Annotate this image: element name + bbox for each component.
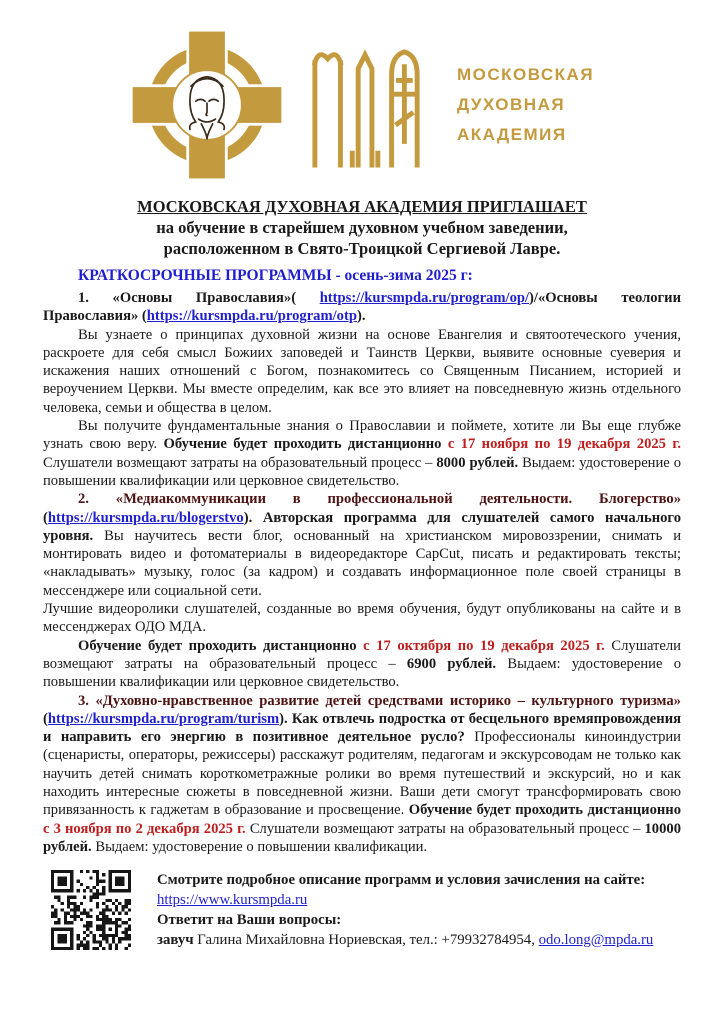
brand-line-1: МОСКОВСКАЯ [457,65,595,84]
text-run: Профессионалы киноиндустрии (сценаристы, операторы, режиссеры) расскажут родителям, педагогам и экскурсоводам не только как научить детей снимать короткометражные ролики во время путешествий и экскурсий, но и как находить интересные сюжеты в повседневной жизни. Ваши дети смогут трансформировать свою привязанность к гаджетам в образование и просвещение. [43,729,685,819]
text-run: Обучение будет проходить дистанционно [163,436,448,453]
brand-line-2: ДУХОВНАЯ [457,95,566,114]
footer-site-note: Смотрите подробное описание программ и условия зачисления на сайте: [157,872,646,889]
text-run: с 17 ноября по 19 декабря 2025 г. [447,436,685,453]
title-subtitle-1: на обучение в старейшем духовном учебном заведении, [156,218,568,237]
text-run: )/«Основы теологии Православия» ( [43,290,685,325]
text-run: Выдаем: удостоверение о повышении квалификации или церковное свидетельство. [43,454,685,489]
paragraph-program-2-note [43,600,685,637]
text-run: 2. «Медиакоммуникации в профессиональной деятельности. Блогерство» [78,491,685,508]
text-run: с 3 ноября по 2 декабря 2025 г. [43,820,250,837]
paragraph-program-3 [43,692,685,857]
text-run: ( [43,710,48,727]
hyperlink[interactable]: https://kursmpda.ru/program/turism [47,710,280,727]
site-link[interactable]: https://www.kursmpda.ru [157,892,308,909]
text-run: Слушатели возмещают затраты на образовательный процесс – [43,454,437,471]
title-subtitle-2: расположенном в Свято-Троицкой Сергиевой Лавре. [163,239,561,258]
body-text [43,289,685,856]
hyperlink[interactable]: https://kursmpda.ru/program/otp [146,308,357,325]
brand-wordmark [457,60,594,150]
text-run: Лучшие видеоролики слушателей, созданные во время обучения, будут опубликованы на сайте и в мессенджерах ОДО МДА. [43,601,685,636]
text-run: 3. «Духовно-нравственное развитие детей средствами историко – культурного туризма» [78,692,685,709]
footer [43,870,681,950]
footer-questions-note: Ответит на Ваши вопросы: [157,912,342,929]
paragraph-program-2 [43,490,685,600]
text-run: ( [43,509,48,526]
text-run: ). [356,308,366,325]
hyperlink[interactable]: https://kursmpda.ru/blogerstvo [47,509,244,526]
hyperlink[interactable]: https://kursmpda.ru/program/op/ [319,290,530,306]
text-run: ). Авторская программа для слушателей самого начального уровня. [43,509,685,544]
text-run: 6900 рублей. [406,655,508,672]
text-run: Вы узнаете о принципах духовной жизни на основе Евангелия и святоотеческого учения, раскроете для себя смысл Божиих заповедей и Таинств Церкви, выявите основные суеверия и искажения наших отношений с Богом, познакомитесь со Священным Писанием, историей и вероучением Церкви. Мы вместе определим, как все это влияет на повседневную жизнь отдельного человека, семьи и общества в целом. [43,326,685,416]
header-brand [127,26,681,184]
text-run: 1. «Основы Православия»( [78,290,320,306]
title-block [43,196,681,259]
text-run: 8000 рублей. [436,454,523,471]
paragraph-program-1-title [43,289,685,326]
mda-monogram-icon [309,41,427,169]
text-run: Обучение будет проходить дистанционно [408,802,685,819]
paragraph-program-2-details [43,637,685,692]
text-run: Галина Михайловна Нориевская, тел.: +79932784954, [197,932,539,949]
text-run: ). Как отвлечь подростка от бесцельного времяпровождения и направить его энергию в позитивное деятельное русло? [43,710,685,746]
text-run: с 17 октября по 19 декабря 2025 г. [363,637,612,654]
text-run: Выдаем: удостоверение о повышении квалификации. [95,838,428,855]
text-run: Вы научитесь вести блог, основанный на христианском мировоззрении, снимать и монтировать видео и фотоматериалы в видеоредакторе CapCut, писать и редактировать тексты; «накладывать» музыку, голос (за кадром) и создавать информационное поле своей страницы в мессенджере или социальной сети. [43,527,685,599]
text-run: Обучение будет проходить дистанционно [78,637,364,654]
text-run: Слушатели возмещают затраты на образовательный процесс – [43,637,685,672]
brand-line-3: АКАДЕМИЯ [457,125,567,144]
mda-cross-icon [127,26,287,184]
section-heading-short-programs: КРАТКОСРОЧНЫЕ ПРОГРАММЫ - осень-зима 2025 г: [78,267,473,284]
text-run: Выдаем: удостоверение о повышении квалификации или церковное свидетельство. [43,655,685,691]
text-run: 10000 рублей. [43,820,685,855]
hyperlink[interactable]: odo.long@mpda.ru [538,932,654,949]
footer-contact-line [157,930,653,950]
text-run: Слушатели возмещают затраты на образовательный процесс – [249,820,645,837]
contact-block [157,870,653,950]
paragraph-program-1-details [43,417,685,490]
document-title: МОСКОВСКАЯ ДУХОВНАЯ АКАДЕМИЯ ПРИГЛАШАЕТ [137,197,587,216]
text-run: завуч [157,932,198,949]
text-run: Вы получите фундаментальные знания о Православии и поймете, хотите ли Вы еще глубже узнать свою веру. [43,418,685,453]
paragraph-program-1-description [43,326,685,417]
qr-code [51,870,131,950]
